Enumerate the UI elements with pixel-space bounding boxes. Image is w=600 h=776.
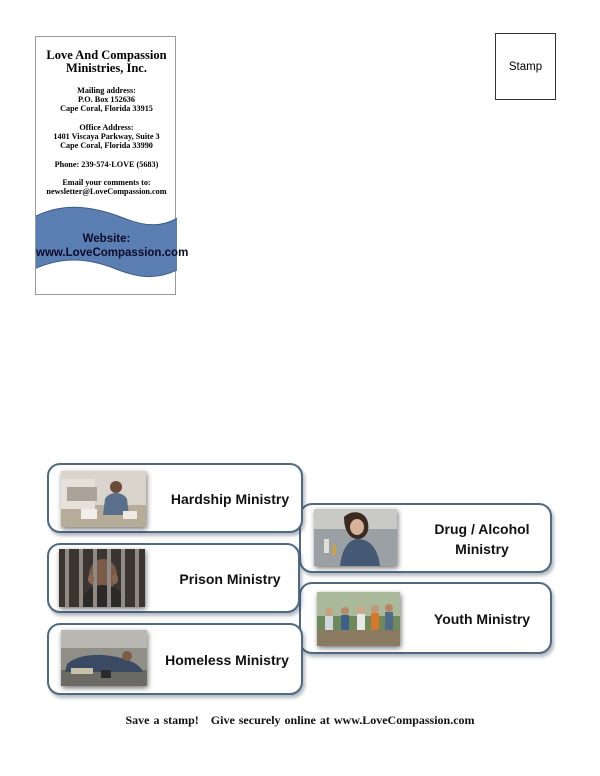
prison-ministry-label: Prison Ministry <box>179 571 281 587</box>
email-label: Email your comments to: <box>62 178 151 187</box>
drug-alcohol-photo <box>314 509 397 566</box>
youth-photo <box>317 592 400 646</box>
drug-alcohol-label-line1: Drug / Alcohol <box>434 521 530 537</box>
homeless-photo <box>61 630 147 686</box>
youth-ministry-label: Youth Ministry <box>433 611 531 627</box>
hardship-photo <box>61 471 146 527</box>
stamp-box <box>495 33 556 100</box>
drug-alcohol-label-line2: Ministry <box>455 541 509 557</box>
organization-name: Love And Compassion Ministries, Inc. <box>46 48 167 75</box>
website-label: Website: <box>82 233 131 245</box>
email-address: newsletter@LoveCompassion.com <box>46 187 167 196</box>
mailing-line-1: P.O. Box 152636 <box>77 95 135 104</box>
office-line-1: 1401 Viscaya Parkway, Suite 3 <box>53 132 160 141</box>
office-label: Office Address: <box>79 123 134 132</box>
hardship-ministry-label: Hardship Ministry <box>170 491 290 507</box>
office-line-2: Cape Coral, Florida 33990 <box>60 141 153 150</box>
prison-photo <box>59 549 145 607</box>
phone-number: Phone: 239-574-LOVE (5683) <box>54 160 159 169</box>
footer-give-online: Save a stamp! Give securely online at www.LoveCompassion.com <box>125 713 475 727</box>
homeless-ministry-label: Homeless Ministry <box>165 652 289 668</box>
return-address-panel <box>35 36 189 295</box>
stamp-label: Stamp <box>508 60 543 73</box>
mailing-label: Mailing address: <box>77 86 136 95</box>
website-url: www.LoveCompassion.com <box>36 247 189 259</box>
mailing-line-2: Cape Coral, Florida 33915 <box>60 104 153 113</box>
